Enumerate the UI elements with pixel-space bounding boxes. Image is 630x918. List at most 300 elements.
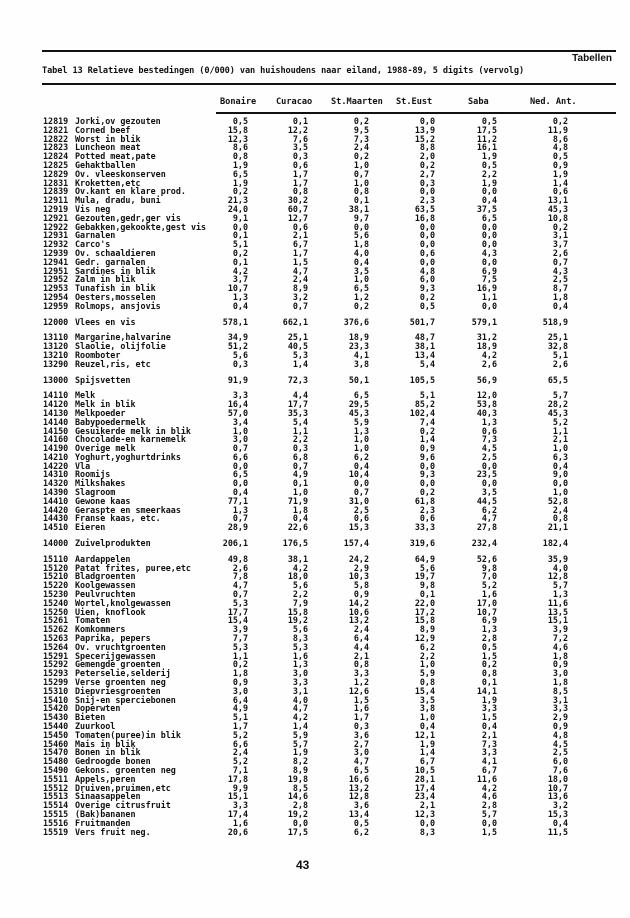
cell-value: 2,7	[353, 738, 369, 749]
cell-value: 44,5	[476, 495, 497, 506]
row-label: Overige melk	[75, 443, 136, 454]
title-rule	[42, 83, 616, 85]
cell-value: 10,7	[547, 782, 568, 793]
row-code: 15210	[43, 571, 69, 582]
row-code: 12921	[43, 212, 69, 223]
cell-value: 65,5	[547, 374, 568, 385]
cell-value: 0,2	[419, 159, 435, 170]
cell-value: 579,1	[471, 316, 497, 327]
column-header-curacao: Curacao	[276, 97, 313, 107]
cell-value: 1,4	[292, 721, 308, 731]
cell-value: 0,0	[419, 256, 435, 267]
cell-value: 0,0	[419, 230, 435, 241]
cell-value: 0,0	[419, 817, 435, 828]
cell-value: 13,6	[547, 791, 568, 802]
cell-value: 2,2	[419, 650, 435, 661]
cell-value: 0,0	[419, 221, 435, 232]
row-code: 15250	[43, 606, 69, 617]
cell-value: 17,4	[414, 782, 435, 793]
cell-value: 105,5	[409, 374, 435, 385]
cell-value: 7,7	[232, 633, 248, 644]
cell-value: 0,2	[552, 116, 568, 126]
cell-value: 8,2	[292, 756, 308, 767]
row-label: Doperwten	[75, 703, 121, 714]
cell-value: 17,5	[287, 826, 308, 837]
cell-value: 18,9	[476, 341, 497, 352]
cell-value: 6,0	[552, 756, 568, 767]
cell-value: 1,6	[481, 589, 497, 600]
cell-value: 578,1	[222, 316, 248, 327]
cell-value: 176,5	[282, 538, 308, 549]
row-label: Komkommers	[75, 624, 126, 635]
cell-value: 2,4	[292, 274, 308, 285]
row-label: Gehaktballen	[75, 159, 136, 170]
cell-value: 2,4	[552, 504, 568, 515]
cell-value: 8,9	[292, 283, 308, 294]
cell-value: 11,9	[547, 124, 568, 135]
row-label: Bonen in blik	[75, 747, 141, 758]
cell-value: 8,9	[292, 764, 308, 775]
row-code: 15230	[43, 589, 69, 600]
cell-value: 9,5	[353, 124, 369, 135]
cell-value: 49,8	[227, 553, 248, 564]
cell-value: 1,0	[232, 425, 248, 436]
row-code: 15410	[43, 694, 69, 705]
row-code: 14160	[43, 434, 69, 445]
cell-value: 3,6	[353, 800, 369, 811]
row-code: 13000	[43, 374, 69, 385]
cell-value: 4,6	[481, 791, 497, 802]
cell-value: 4,5	[481, 443, 497, 454]
cell-value: 8,9	[419, 624, 435, 635]
cell-value: 9,6	[419, 451, 435, 462]
cell-value: 0,7	[232, 589, 248, 600]
cell-value: 9,3	[419, 469, 435, 480]
cell-value: 6,8	[292, 451, 308, 462]
row-code: 12931	[43, 230, 69, 241]
cell-value: 4,8	[552, 729, 568, 740]
cell-value: 31,2	[476, 332, 497, 343]
cell-value: 15,4	[414, 685, 435, 696]
cell-value: 5,7	[552, 580, 568, 591]
cell-value: 3,6	[353, 729, 369, 740]
cell-value: 10,3	[348, 571, 369, 582]
cell-value: 0,2	[353, 300, 369, 311]
cell-value: 33,3	[414, 522, 435, 533]
cell-value: 5,7	[292, 738, 308, 749]
cell-value: 0,8	[292, 186, 308, 197]
cell-value: 0,7	[353, 168, 369, 179]
cell-value: 13,2	[348, 615, 369, 626]
row-label: Gedr. garnalen	[75, 256, 146, 267]
cell-value: 1,9	[552, 168, 568, 179]
cell-value: 91,9	[227, 374, 248, 385]
cell-value: 1,3	[232, 504, 248, 515]
cell-value: 0,0	[481, 478, 497, 489]
cell-value: 1,0	[353, 443, 369, 454]
cell-value: 0,6	[419, 513, 435, 524]
row-code: 15120	[43, 562, 69, 573]
cell-value: 1,3	[552, 589, 568, 600]
cell-value: 5,9	[353, 416, 369, 427]
cell-value: 518,9	[542, 316, 568, 327]
cell-value: 2,5	[353, 504, 369, 515]
cell-value: 1,9	[419, 738, 435, 749]
cell-value: 60,7	[287, 203, 308, 214]
table-row	[0, 539, 630, 548]
cell-value: 0,9	[552, 721, 568, 731]
cell-value: 38,1	[348, 203, 369, 214]
cell-value: 0,0	[481, 460, 497, 471]
cell-value: 15,1	[547, 615, 568, 626]
cell-value: 1,0	[292, 487, 308, 498]
row-code: 12959	[43, 300, 69, 311]
cell-value: 1,8	[552, 650, 568, 661]
row-label: Bieten	[75, 712, 106, 723]
row-label: Margarine,halvarine	[75, 332, 171, 343]
cell-value: 0,2	[232, 247, 248, 258]
cell-value: 0,5	[232, 116, 248, 126]
table-row	[0, 318, 630, 327]
cell-value: 4,4	[292, 390, 308, 401]
cell-value: 0,0	[481, 221, 497, 232]
cell-value: 1,1	[292, 425, 308, 436]
row-label: Slaolie, olijfolie	[75, 341, 166, 352]
cell-value: 3,0	[232, 685, 248, 696]
cell-value: 0,3	[353, 721, 369, 731]
cell-value: 0,4	[481, 195, 497, 206]
cell-value: 77,1	[227, 495, 248, 506]
cell-value: 1,2	[353, 677, 369, 688]
cell-value: 3,8	[419, 703, 435, 714]
cell-value: 7,5	[481, 274, 497, 285]
row-label: Sinaasappelen	[75, 791, 141, 802]
cell-value: 4,2	[481, 782, 497, 793]
cell-value: 102,4	[409, 407, 435, 418]
cell-value: 15,1	[227, 791, 248, 802]
cell-value: 3,3	[232, 390, 248, 401]
cell-value: 1,8	[552, 677, 568, 688]
row-label: Patat frites, puree,etc	[75, 562, 191, 573]
cell-value: 4,3	[552, 265, 568, 276]
cell-value: 5,9	[292, 729, 308, 740]
cell-value: 21,1	[547, 522, 568, 533]
cell-value: 11,6	[476, 773, 497, 784]
cell-value: 24,0	[227, 203, 248, 214]
cell-value: 15,8	[227, 124, 248, 135]
cell-value: 0,6	[292, 159, 308, 170]
row-label: Ov. vruchtgroenten	[75, 641, 166, 652]
cell-value: 0,2	[232, 186, 248, 197]
cell-value: 1,0	[353, 177, 369, 188]
cell-value: 4,0	[552, 562, 568, 573]
cell-value: 5,8	[353, 580, 369, 591]
cell-value: 1,3	[481, 416, 497, 427]
cell-value: 35,3	[287, 407, 308, 418]
cell-value: 40,3	[476, 407, 497, 418]
cell-value: 1,9	[232, 159, 248, 170]
cell-value: 16,1	[476, 142, 497, 153]
cell-value: 38,1	[287, 553, 308, 564]
cell-value: 7,6	[552, 764, 568, 775]
cell-value: 16,6	[348, 773, 369, 784]
cell-value: 4,7	[292, 703, 308, 714]
row-code: 12831	[43, 177, 69, 188]
cell-value: 0,2	[481, 659, 497, 670]
cell-value: 12,8	[348, 791, 369, 802]
cell-value: 15,8	[414, 615, 435, 626]
cell-value: 12,3	[414, 808, 435, 819]
cell-value: 57,0	[227, 407, 248, 418]
cell-value: 29,5	[348, 399, 369, 410]
cell-value: 1,6	[292, 650, 308, 661]
cell-value: 6,5	[232, 469, 248, 480]
row-label: Zuivelprodukten	[75, 538, 151, 549]
row-code: 15299	[43, 677, 69, 688]
cell-value: 10,5	[414, 764, 435, 775]
table-row	[0, 376, 630, 385]
cell-value: 3,5	[419, 694, 435, 705]
cell-value: 1,0	[419, 712, 435, 723]
cell-value: 8,3	[419, 826, 435, 837]
cell-value: 8,6	[552, 133, 568, 144]
cell-value: 2,6	[481, 358, 497, 369]
cell-value: 6,5	[353, 764, 369, 775]
row-label: Gesuikerde melk in blik	[75, 425, 191, 436]
cell-value: 50,1	[348, 374, 369, 385]
cell-value: 7,6	[292, 133, 308, 144]
cell-value: 1,8	[552, 291, 568, 302]
cell-value: 0,7	[353, 487, 369, 498]
cell-value: 31,0	[348, 495, 369, 506]
cell-value: 3,2	[552, 800, 568, 811]
row-label: Gewone kaas	[75, 495, 131, 506]
cell-value: 0,9	[552, 159, 568, 170]
row-label: Roomijs	[75, 469, 111, 480]
row-code: 12839	[43, 186, 69, 197]
cell-value: 51,2	[227, 341, 248, 352]
row-label: Sardines in blik	[75, 265, 156, 276]
cell-value: 7,2	[552, 633, 568, 644]
column-header-saba: Saba	[468, 97, 489, 107]
column-header-steust: St.Eust	[396, 97, 433, 107]
cell-value: 5,7	[481, 808, 497, 819]
row-code: 13210	[43, 349, 69, 360]
cell-value: 3,7	[552, 239, 568, 250]
cell-value: 23,5	[476, 469, 497, 480]
cell-value: 10,7	[227, 283, 248, 294]
cell-value: 1,1	[481, 291, 497, 302]
cell-value: 0,2	[419, 425, 435, 436]
cell-value: 30,2	[287, 195, 308, 206]
cell-value: 1,2	[353, 291, 369, 302]
row-label: Verse groenten neg	[75, 677, 166, 688]
cell-value: 2,2	[481, 168, 497, 179]
cell-value: 6,2	[353, 826, 369, 837]
cell-value: 21,3	[227, 195, 248, 206]
row-label: Wortel,knolgewassen	[75, 597, 171, 608]
cell-value: 0,8	[552, 513, 568, 524]
table-row	[0, 523, 630, 532]
cell-value: 15,3	[547, 808, 568, 819]
cell-value: 1,7	[292, 247, 308, 258]
cell-value: 8,8	[419, 142, 435, 153]
cell-value: 18,0	[547, 773, 568, 784]
row-code: 13120	[43, 341, 69, 352]
cell-value: 45,3	[547, 203, 568, 214]
row-code: 14190	[43, 443, 69, 454]
cell-value: 8,3	[292, 633, 308, 644]
cell-value: 0,5	[481, 116, 497, 126]
row-code: 15440	[43, 721, 69, 731]
cell-value: 0,5	[353, 817, 369, 828]
cell-value: 1,3	[292, 659, 308, 670]
cell-value: 3,3	[481, 747, 497, 758]
cell-value: 2,3	[419, 504, 435, 515]
cell-value: 0,2	[232, 659, 248, 670]
cell-value: 1,6	[353, 703, 369, 714]
cell-value: 4,8	[419, 265, 435, 276]
cell-value: 5,6	[292, 580, 308, 591]
row-label: Specerijgewassen	[75, 650, 156, 661]
cell-value: 0,6	[353, 513, 369, 524]
cell-value: 0,3	[419, 177, 435, 188]
cell-value: 2,1	[353, 650, 369, 661]
row-label: Peterselie,selderij	[75, 668, 171, 679]
cell-value: 4,7	[353, 756, 369, 767]
row-label: Roomboter	[75, 349, 121, 360]
cell-value: 25,1	[287, 332, 308, 343]
cell-value: 22,0	[414, 597, 435, 608]
cell-value: 1,8	[353, 239, 369, 250]
row-code: 12911	[43, 195, 69, 206]
cell-value: 5,1	[232, 712, 248, 723]
cell-value: 3,3	[232, 800, 248, 811]
row-label: Reuzel,ris, etc	[75, 358, 151, 369]
cell-value: 0,7	[292, 300, 308, 311]
cell-value: 4,3	[481, 247, 497, 258]
cell-value: 1,0	[552, 487, 568, 498]
cell-value: 3,5	[292, 142, 308, 153]
cell-value: 19,7	[414, 571, 435, 582]
cell-value: 0,0	[481, 239, 497, 250]
cell-value: 15,2	[414, 133, 435, 144]
cell-value: 2,0	[419, 151, 435, 162]
cell-value: 1,9	[292, 747, 308, 758]
cell-value: 17,7	[287, 399, 308, 410]
cell-value: 12,9	[414, 633, 435, 644]
cell-value: 0,5	[481, 641, 497, 652]
cell-value: 206,1	[222, 538, 248, 549]
cell-value: 2,1	[552, 434, 568, 445]
cell-value: 1,3	[481, 624, 497, 635]
row-code: 12822	[43, 133, 69, 144]
cell-value: 0,4	[552, 300, 568, 311]
cell-value: 4,1	[353, 349, 369, 360]
row-code: 15460	[43, 738, 69, 749]
cell-value: 6,9	[481, 265, 497, 276]
row-code: 15450	[43, 729, 69, 740]
cell-value: 7,3	[481, 738, 497, 749]
row-code: 15519	[43, 826, 69, 837]
row-code: 15420	[43, 703, 69, 714]
row-label: Yoghurt,yoghurtdrinks	[75, 451, 181, 462]
row-code: 14420	[43, 504, 69, 515]
cell-value: 1,4	[419, 434, 435, 445]
cell-value: 0,8	[232, 151, 248, 162]
cell-value: 6,7	[292, 239, 308, 250]
cell-value: 0,1	[292, 116, 308, 126]
cell-value: 18,9	[348, 332, 369, 343]
cell-value: 63,5	[414, 203, 435, 214]
cell-value: 157,4	[343, 538, 369, 549]
row-code: 12952	[43, 274, 69, 285]
cell-value: 7,4	[419, 416, 435, 427]
cell-value: 1,5	[481, 712, 497, 723]
cell-value: 2,6	[552, 247, 568, 258]
cell-value: 12,0	[476, 390, 497, 401]
row-code: 14000	[43, 538, 69, 549]
row-code: 15515	[43, 808, 69, 819]
cell-value: 6,4	[232, 694, 248, 705]
cell-value: 1,7	[292, 168, 308, 179]
row-label: Vis neg	[75, 203, 111, 214]
row-label: Franse kaas, etc.	[75, 513, 161, 524]
cell-value: 0,9	[232, 677, 248, 688]
row-label: Ov. vleeskonserven	[75, 168, 166, 179]
row-label: Chocolade-en karnemelk	[75, 434, 186, 445]
row-label: Gedroogde bonen	[75, 756, 151, 767]
cell-value: 0,6	[481, 425, 497, 436]
cell-value: 10,7	[476, 606, 497, 617]
row-code: 12823	[43, 142, 69, 153]
cell-value: 0,0	[353, 221, 369, 232]
row-code: 15110	[43, 553, 69, 564]
row-label: Melkpoeder	[75, 407, 126, 418]
row-code: 15220	[43, 580, 69, 591]
cell-value: 12,8	[547, 571, 568, 582]
cell-value: 0,2	[353, 116, 369, 126]
table-row	[0, 453, 630, 462]
cell-value: 3,0	[353, 747, 369, 758]
cell-value: 8,5	[552, 685, 568, 696]
cell-value: 5,3	[292, 349, 308, 360]
row-label: Bladgroenten	[75, 571, 136, 582]
row-label: Diepvriesgroenten	[75, 685, 161, 696]
cell-value: 0,4	[552, 460, 568, 471]
cell-value: 3,3	[481, 703, 497, 714]
cell-value: 2,8	[481, 633, 497, 644]
cell-value: 4,6	[552, 641, 568, 652]
row-code: 14120	[43, 399, 69, 410]
row-code: 12941	[43, 256, 69, 267]
cell-value: 4,9	[232, 703, 248, 714]
row-code: 12954	[43, 291, 69, 302]
cell-value: 45,3	[547, 407, 568, 418]
cell-value: 1,9	[481, 177, 497, 188]
row-label: Aardappelen	[75, 553, 131, 564]
cell-value: 0,6	[552, 186, 568, 197]
cell-value: 2,6	[552, 358, 568, 369]
row-code: 14220	[43, 460, 69, 471]
cell-value: 3,9	[552, 624, 568, 635]
cell-value: 4,0	[353, 247, 369, 258]
cell-value: 3,1	[552, 230, 568, 241]
cell-value: 5,6	[292, 624, 308, 635]
cell-value: 1,0	[353, 434, 369, 445]
cell-value: 14,6	[287, 791, 308, 802]
cell-value: 1,7	[232, 721, 248, 731]
